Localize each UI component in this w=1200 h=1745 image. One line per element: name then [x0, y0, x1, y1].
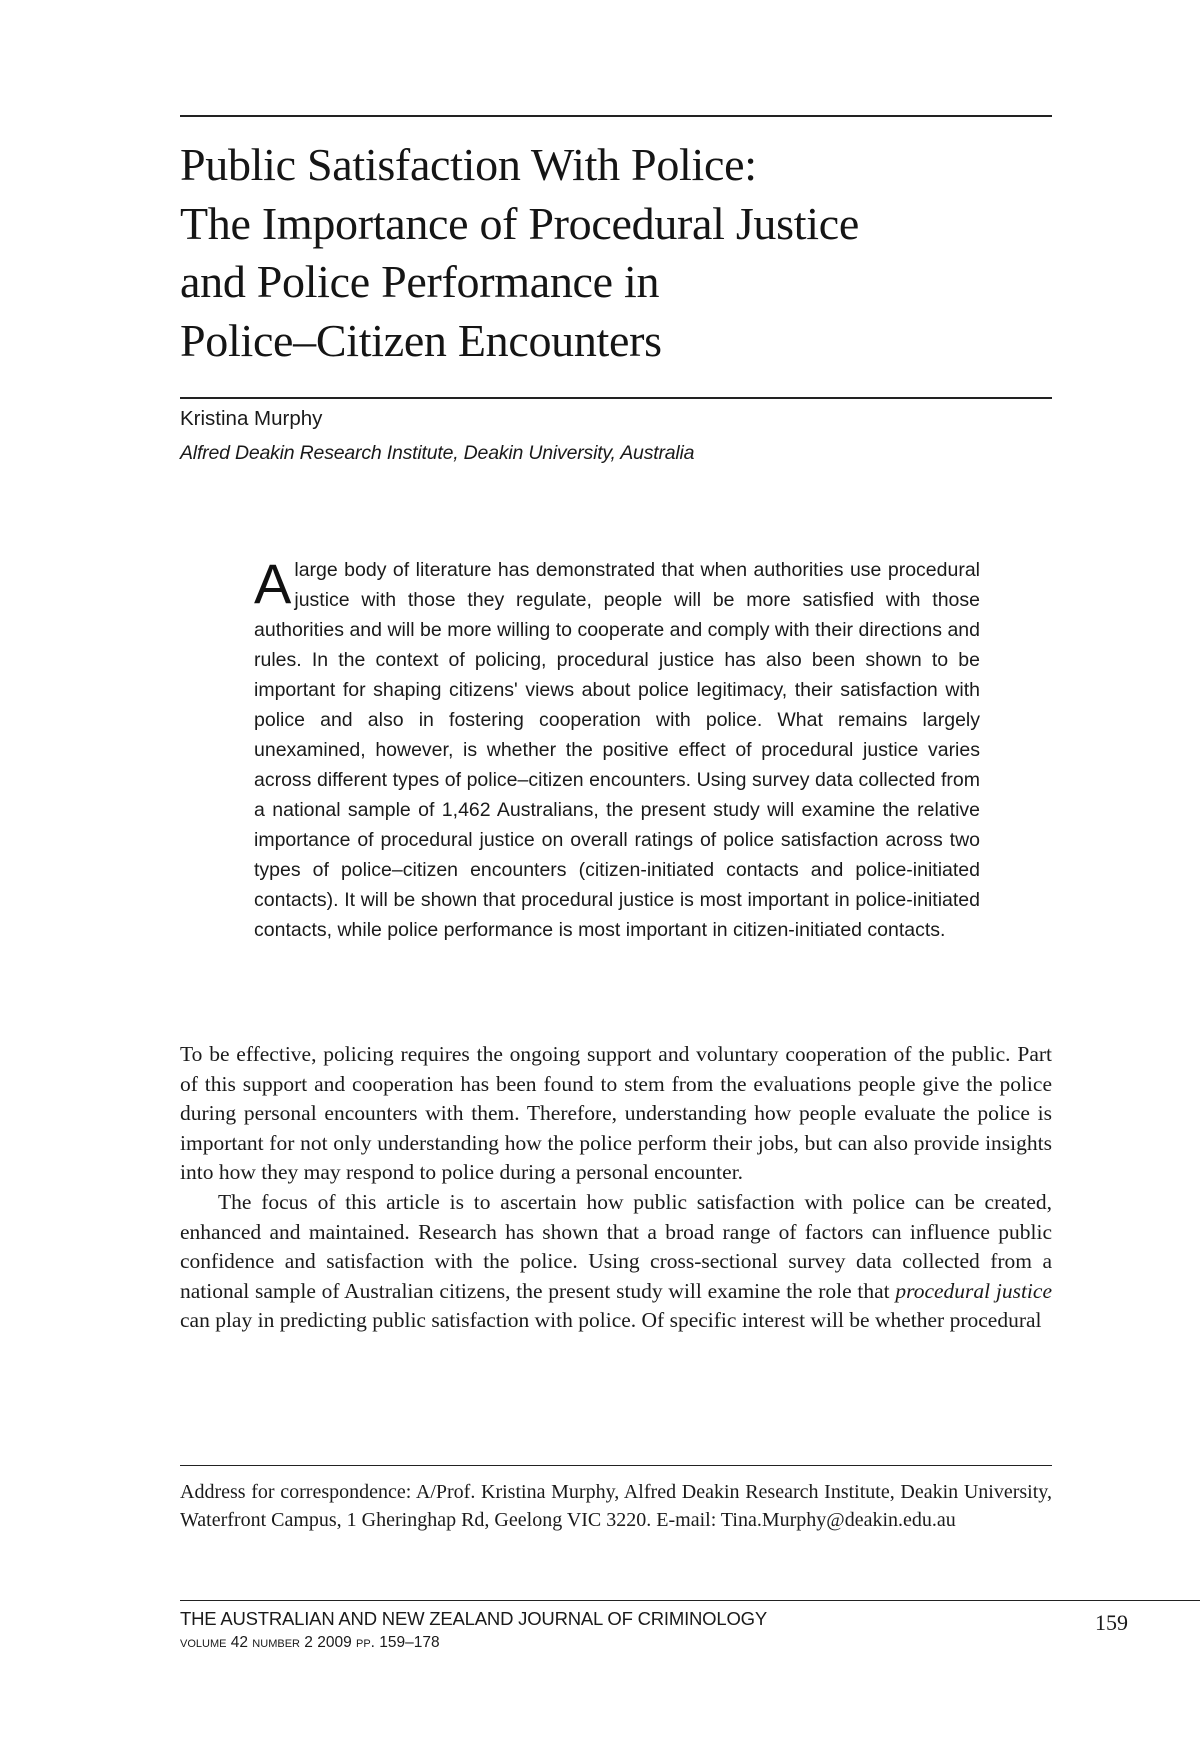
title-line-1: Public Satisfaction With Police: — [180, 139, 757, 190]
journal-issue: volume 42 number 2 2009 pp. 159–178 — [180, 1634, 440, 1651]
author-name: Kristina Murphy — [180, 407, 323, 430]
abstract — [254, 552, 980, 945]
author-affiliation: Alfred Deakin Research Institute, Deakin University, Australia — [180, 442, 695, 464]
body-paragraph-2-emphasis: procedural justice — [895, 1278, 1052, 1303]
article-title — [180, 136, 1060, 370]
title-line-2: The Importance of Procedural Justice — [180, 197, 859, 249]
title-divider-rule — [180, 397, 1052, 399]
abstract-text: large body of literature has demonstrated that when authorities use procedural justice with those they regulate, people will be more satisfied with those authorities and will be more willing to cooperate and comply with their directions and rules. In the context of policing, procedural justice has also been shown to be important for shaping citizens' views about police legitimacy, their satisfaction with police and also in fostering cooperation with police. What remains largely unexamined, however, is whether the positive effect of procedural justice varies across different types of police–citizen encounters. Using survey data collected from a national sample of 1,462 Australians, the present study will examine the relative importance of procedural justice on overall ratings of police satisfaction across two types of police–citizen encounters (citizen-initiated contacts and police-initiated contacts). It will be shown that procedural justice is most important in police-initiated contacts, while police performance is most important in citizen-initiated contacts. — [254, 559, 980, 941]
body-paragraph-2-start: The focus of this article is to ascertain how public satisfaction with police can be created, enhanced and maintained. Research has shown that a broad range of factors can influence public confidence and satisfaction with the police. Using cross-sectional survey data collected from a national sample of Australian citizens, the present study will examine the role that — [180, 1189, 1052, 1303]
page-number: 159 — [1095, 1610, 1128, 1635]
title-line-4: Police–Citizen Encounters — [180, 314, 662, 366]
correspondence-footnote: Address for correspondence: A/Prof. Kristina Murphy, Alfred Deakin Research Institute, Deakin University, Waterfront Campus, 1 Gheringhap Rd, Geelong VIC 3220. E-mail: Tina.Murphy@deakin.edu.au — [180, 1481, 1052, 1531]
top-rule — [180, 115, 1052, 117]
journal-name: THE AUSTRALIAN AND NEW ZEALAND JOURNAL OF CRIMINOLOGY — [180, 1608, 767, 1629]
footnote-rule — [180, 1465, 1052, 1466]
title-line-3: and Police Performance in — [180, 256, 660, 307]
body-paragraph-2 — [180, 1188, 1052, 1336]
body-paragraph-2-end: can play in predicting public satisfaction with police. Of specific interest will be whether procedural — [180, 1308, 1042, 1333]
body-text — [180, 1040, 1052, 1336]
journal-footer-rule — [180, 1600, 1200, 1601]
abstract-dropcap: A — [254, 552, 292, 615]
body-paragraph-1: To be effective, policing requires the ongoing support and voluntary cooperation of the public. Part of this support and cooperation has been found to stem from the evaluations people give the police during personal encounters with them. Therefore, understanding how people evaluate the police is important for not only understanding how the police perform their jobs, but can also provide insights into how they may respond to police during a personal encounter. — [180, 1042, 1052, 1185]
